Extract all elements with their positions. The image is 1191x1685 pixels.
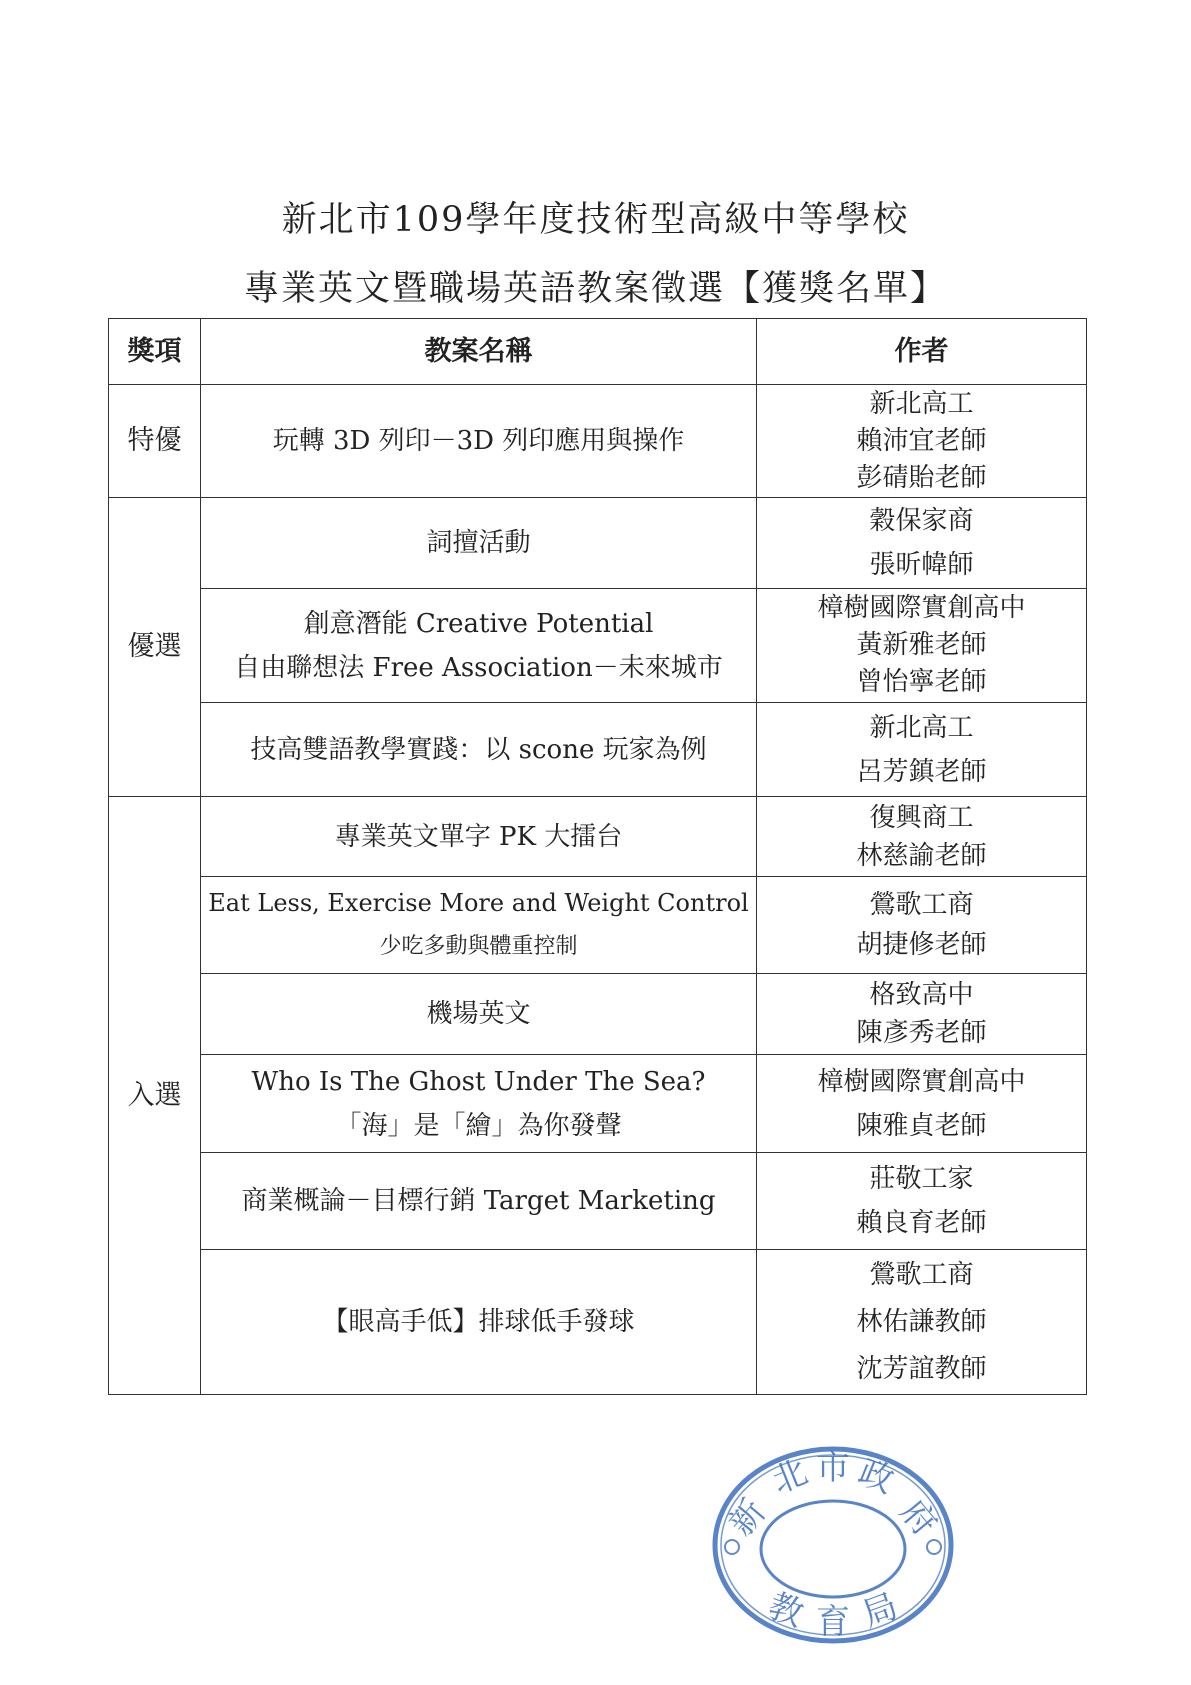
table-row [109, 974, 1087, 1055]
author-name: 呂芳鎮老師 [856, 756, 987, 787]
plan-name-cell [201, 589, 757, 703]
table-row [109, 385, 1087, 498]
svg-text:育: 育 [816, 1602, 850, 1642]
svg-text:新: 新 [721, 1492, 774, 1544]
author-cell [757, 797, 1087, 877]
plan-name: 機場英文 [426, 999, 531, 1029]
plan-name-cell [201, 797, 757, 877]
author-school: 樟樹國際實創高中 [817, 593, 1026, 623]
svg-text:局: 局 [857, 1586, 904, 1636]
svg-text:市: 市 [816, 1448, 850, 1488]
author-school: 鶯歌工商 [869, 1259, 974, 1290]
author-school: 復興商工 [869, 802, 974, 833]
author-school: 穀保家商 [869, 506, 974, 536]
table-row [109, 498, 1087, 589]
svg-text:政: 政 [852, 1451, 900, 1502]
author-name: 張昕幃師 [869, 550, 974, 580]
author-name: 賴良育老師 [856, 1208, 987, 1238]
author-name: 黃新雅老師 [856, 630, 987, 660]
plan-name-cell [201, 974, 757, 1055]
author-school: 格致高中 [869, 980, 974, 1010]
author-school: 莊敬工家 [869, 1164, 974, 1194]
author-name: 林慈諭老師 [856, 840, 987, 871]
official-seal-stamp [710, 1443, 956, 1648]
header-author: 作者 [757, 319, 1087, 385]
table-row [109, 877, 1087, 974]
plan-name-cell [201, 1250, 757, 1395]
plan-name: 專業英文單字 PK 大擂台 [334, 821, 623, 852]
author-name: 陳彥秀老師 [856, 1018, 987, 1048]
award-table [108, 318, 1087, 1395]
author-cell [757, 877, 1087, 974]
table-row [109, 589, 1087, 703]
author-school: 新北高工 [869, 388, 974, 419]
plan-name-cell [201, 703, 757, 797]
plan-name: 創意潛能 Creative Potential [303, 608, 654, 639]
author-school: 鶯歌工商 [869, 890, 974, 920]
author-name: 沈芳誼教師 [856, 1353, 987, 1384]
table-header-row [109, 319, 1087, 385]
author-name: 賴沛宜老師 [856, 425, 987, 456]
table-row [109, 797, 1087, 877]
category-excellent: 優選 [109, 498, 201, 797]
category-special: 特優 [109, 385, 201, 498]
author-school: 新北高工 [869, 712, 974, 743]
plan-name: 技高雙語教學實踐：以 scone 玩家為例 [250, 734, 707, 765]
table-row [109, 1250, 1087, 1395]
document-subtitle: 專業英文暨職場英語教案徵選【獲獎名單】 [243, 269, 947, 309]
plan-name: 【眼高手低】排球低手發球 [322, 1307, 635, 1337]
plan-name-secondary: 「海」是「繪」為你發聲 [335, 1110, 622, 1141]
author-cell [757, 498, 1087, 589]
author-name: 陳雅貞老師 [856, 1110, 987, 1141]
plan-name: 玩轉 3D 列印－3D 列印應用與操作 [272, 426, 685, 456]
author-school: 樟樹國際實創高中 [817, 1066, 1026, 1097]
plan-name-secondary: 少吃多動與體重控制 [379, 934, 578, 959]
author-cell [757, 385, 1087, 498]
plan-name: Eat Less, Exercise More and Weight Control [208, 889, 749, 917]
plan-name: Who Is The Ghost Under The Sea? [251, 1066, 706, 1097]
author-name: 林佑謙教師 [856, 1306, 987, 1337]
plan-name-secondary: 自由聯想法 Free Association－未來城市 [234, 652, 723, 683]
author-cell [757, 1250, 1087, 1395]
plan-name-cell [201, 1055, 757, 1153]
table-row [109, 1153, 1087, 1250]
author-name: 胡捷修老師 [856, 930, 987, 960]
plan-name: 詞擅活動 [426, 528, 531, 558]
svg-text:北: 北 [766, 1451, 814, 1502]
plan-name-cell [201, 1153, 757, 1250]
header-plan-name: 教案名稱 [201, 319, 757, 385]
author-cell [757, 589, 1087, 703]
svg-text:教: 教 [762, 1586, 809, 1636]
author-cell [757, 1055, 1087, 1153]
plan-name: 商業概論－目標行銷 Target Marketing [241, 1186, 716, 1216]
plan-name-cell [201, 877, 757, 974]
category-selected: 入選 [109, 797, 201, 1395]
svg-text:府: 府 [892, 1492, 945, 1544]
table-row [109, 1055, 1087, 1153]
table-row [109, 703, 1087, 797]
author-cell [757, 703, 1087, 797]
author-name: 曾怡寧老師 [856, 667, 987, 697]
plan-name-cell [201, 498, 757, 589]
author-cell [757, 974, 1087, 1055]
plan-name-cell [201, 385, 757, 498]
author-cell [757, 1153, 1087, 1250]
document-title: 新北市109學年度技術型高級中等學校 [281, 200, 910, 240]
author-name: 彭碃貽老師 [856, 462, 987, 493]
header-award: 獎項 [109, 319, 201, 385]
